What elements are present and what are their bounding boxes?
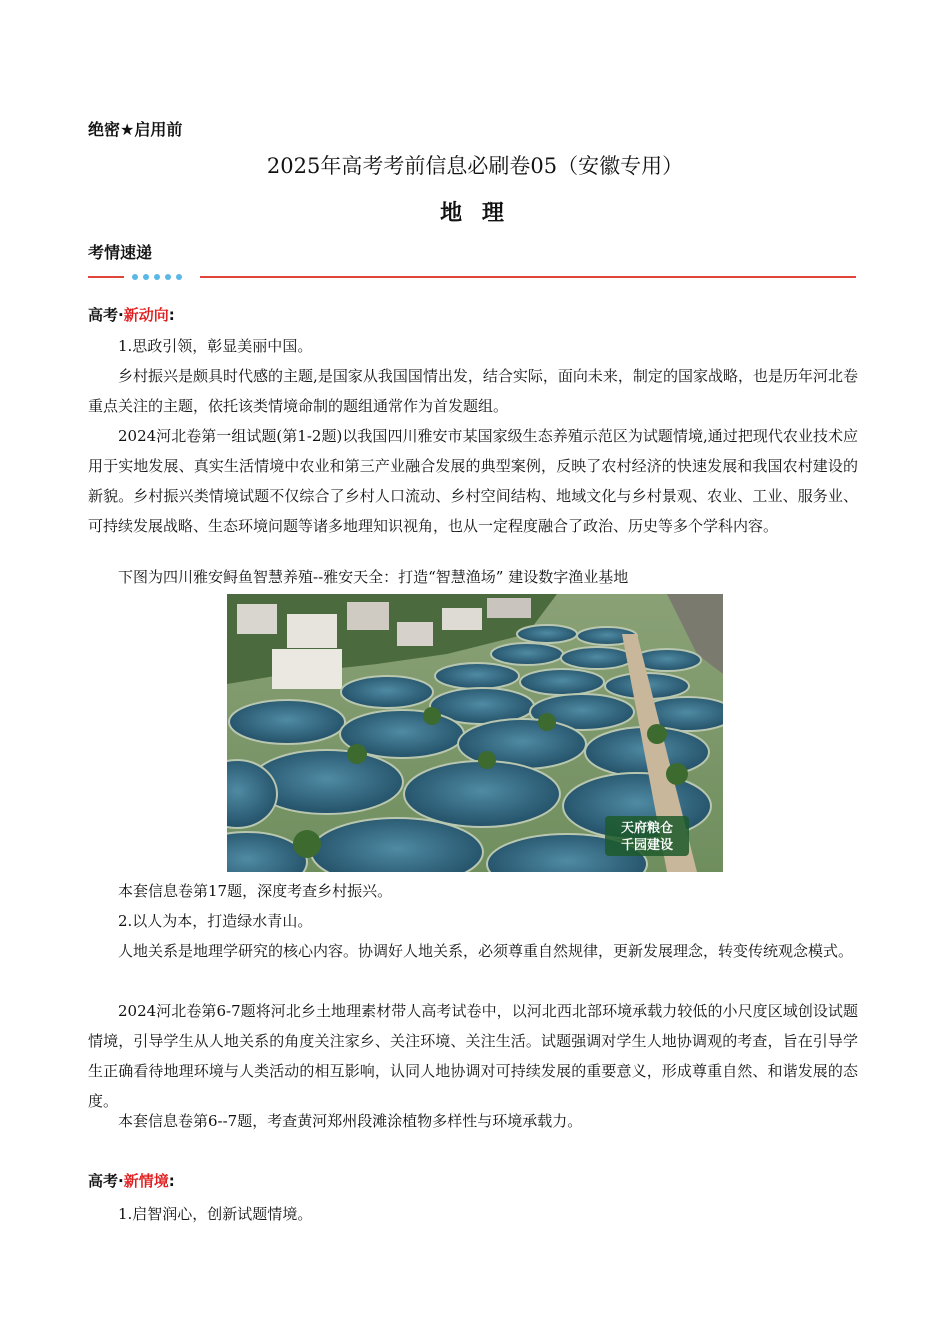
paragraph: 1.启智润心，创新试题情境。 — [118, 1205, 313, 1223]
fish-farm-photo — [227, 594, 723, 872]
paragraph: 1.思政引领，彰显美丽中国。 — [118, 337, 313, 355]
label-new-context: 高考·新情境: — [88, 1172, 175, 1190]
paragraph: 人地关系是地理学研究的核心内容。协调好人地关系，必须尊重自然规律，更新发展理念，转变传统观念模式。 — [118, 942, 854, 960]
confidential-mark: 绝密★启用前 — [88, 120, 183, 139]
section-divider — [88, 270, 856, 284]
exam-title: 2025年高考考前信息必刷卷05（安徽专用） — [266, 154, 684, 178]
paragraph: 2.以人为本，打造绿水青山。 — [118, 912, 313, 930]
section-heading: 考情速递 — [88, 243, 153, 262]
paragraph: 乡村振兴是颇具时代感的主题,是国家从我国国情出发，结合实际，面向未来，制定的国家战略，也是历年河北卷重点关注的主题，依托该类情境命制的题组通常作为首发题组。 — [88, 367, 858, 415]
subject-title: 地 理 — [440, 201, 510, 226]
label-new-trend: 高考·新动向: — [88, 306, 175, 324]
paragraph: 下图为四川雅安鲟鱼智慧养殖--雅安天全：打造“智慧渔场” 建设数字渔业基地 — [118, 568, 629, 586]
photo-caption-line2: 千园建设 — [620, 838, 674, 853]
paragraph: 本套信息卷第6--7题，考查黄河郑州段滩涂植物多样性与环境承载力。 — [118, 1112, 583, 1130]
photo-caption-line1: 天府粮仓 — [620, 821, 674, 836]
paragraph: 2024河北卷第一组试题(第1-2题)以我国四川雅安市某国家级生态养殖示范区为试题情境,通过把现代农业技术应用于实地发展、真实生活情境中农业和第三产业融合发展的典型案例，反映了农村经济的快速发展和我国农村建设的新貌。乡村振兴类情境试题不仅综合了乡村人口流动、乡村空间结构、地域文化与乡村景观、农业、工业、服务业、可持续发展战略、生态环境问题等诸多地理知识视角，也从一定程度融合了政治、历史等多个学科内容。 — [88, 427, 858, 535]
paragraph: 本套信息卷第17题，深度考查乡村振兴。 — [118, 882, 393, 900]
paragraph: 2024河北卷第6-7题将河北乡土地理素材带人高考试卷中，以河北西北部环境承载力较低的小尺度区域创设试题情境，引导学生从人地关系的角度关注家乡、关注环境、关注生活。试题强调对学生人地协调观的考查，旨在引导学生正确看待地理环境与人类活动的相互影响，认同人地协调对可持续发展的重要意义，形成尊重自然、和谐发展的态度。 — [88, 1002, 858, 1110]
